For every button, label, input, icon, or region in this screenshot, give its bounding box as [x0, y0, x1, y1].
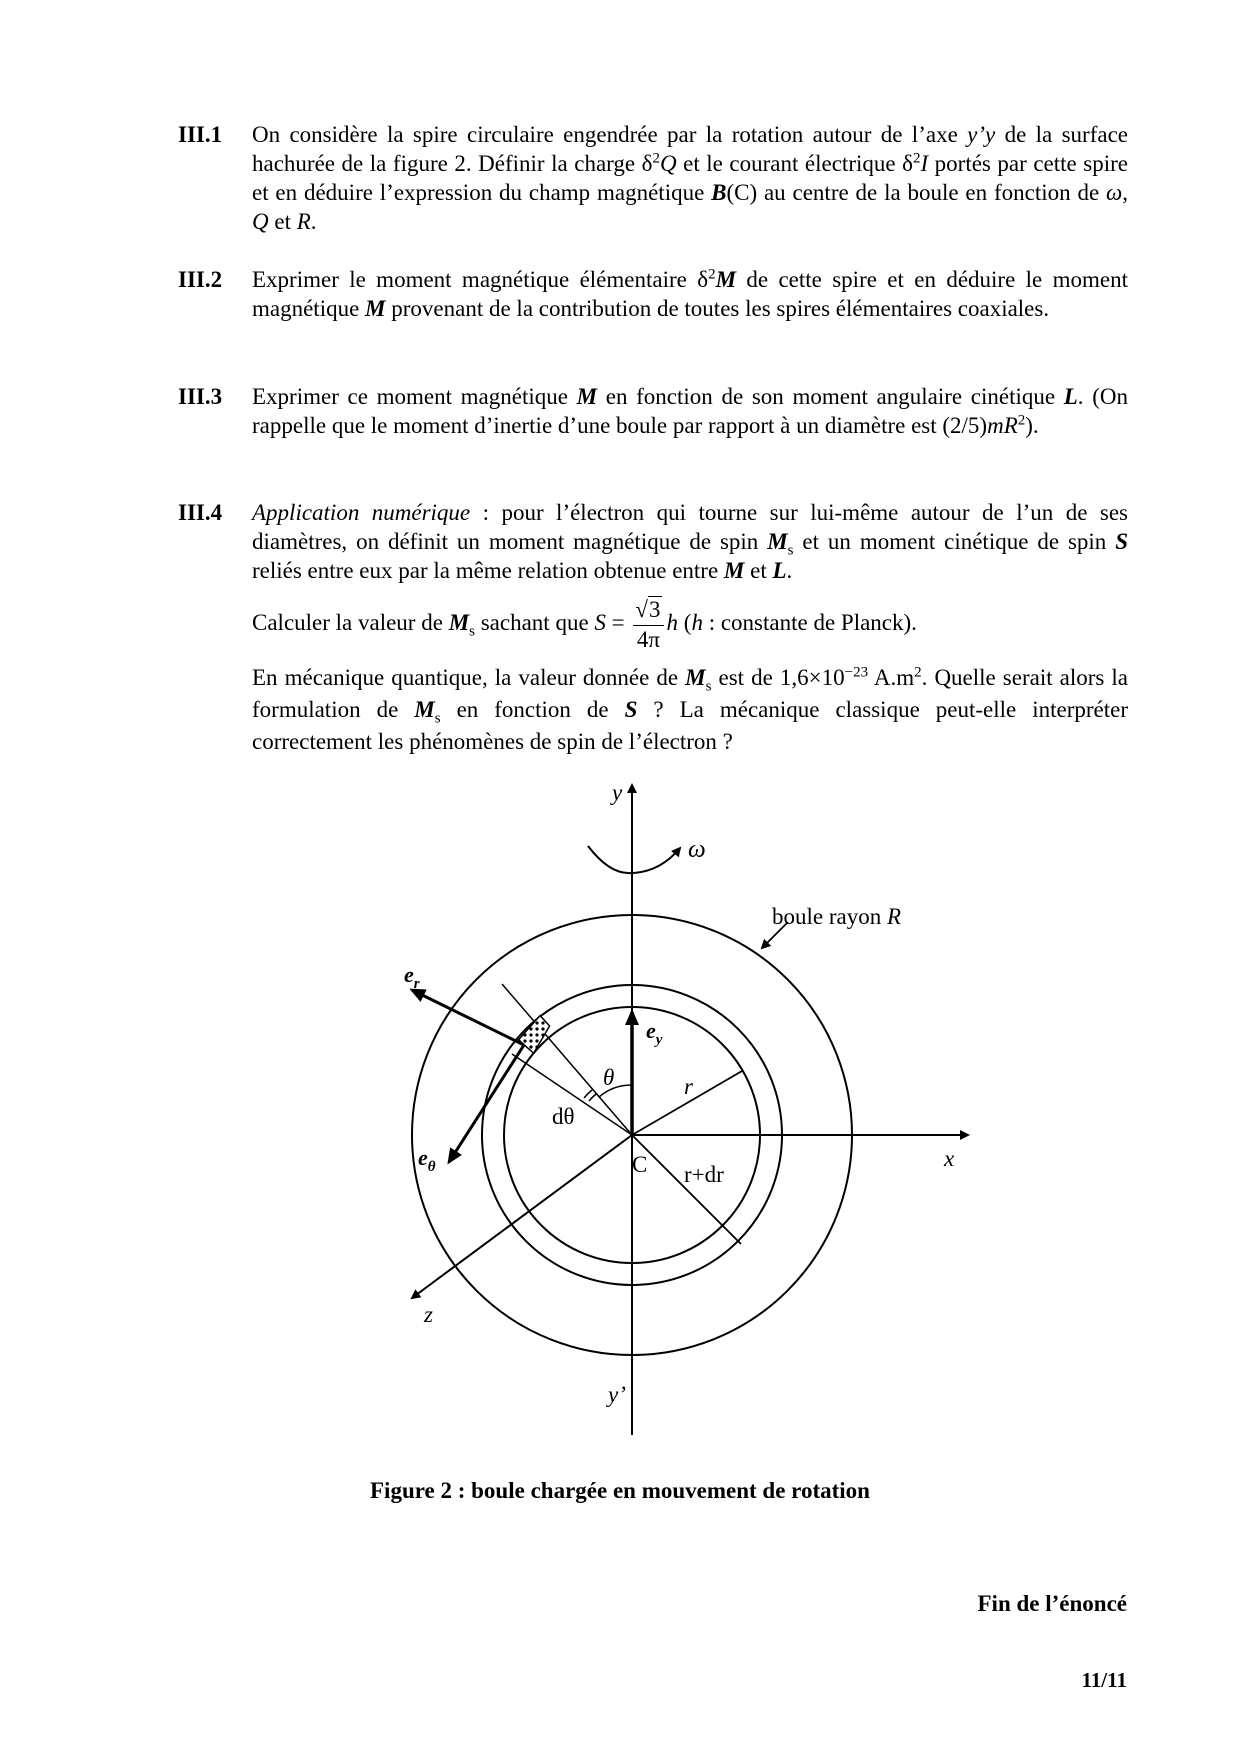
- paragraph-1: Application numérique : pour l’électron qui tourne sur lui-même autour de l’un de ses diamètres, on définit un moment magnétique de spin $M_s$ et un moment cinétique de spin S reliés entre eux par la même relation obtenue entre M et L.: [252, 500, 1128, 583]
- omega-rotation-arrow: [588, 846, 680, 873]
- page-number: 11/11: [1081, 1668, 1127, 1692]
- dtheta-arc: [589, 1094, 596, 1101]
- paragraph-3: En mécanique quantique, la valeur donnée de $M_s$ est de $1,6\times 10^{-23}$ $A.m^2$. Quelle serait alors la formulation de $M_s$ en fonction de S ? La mécanique classique peut-elle interpréter correctement les phénomènes de spin de l’électron ?: [252, 664, 1129, 754]
- question-III-2: [178, 265, 1128, 323]
- label-y: y: [612, 780, 623, 805]
- label-theta: θ: [603, 1065, 615, 1090]
- label-dtheta: dθ: [552, 1104, 575, 1129]
- label-r-plus-dr: r+dr: [684, 1162, 724, 1187]
- figure-caption: Figure 2 : boule chargée en mouvement de rotation: [370, 1478, 870, 1503]
- question-number: III.1: [178, 122, 223, 147]
- label-z: z: [424, 1302, 433, 1327]
- paragraph-2: Calculer la valeur de $M_s$ sachant que S = $\frac{√3}{4\pi}$ h (h : constante de Planck).: [252, 597, 917, 652]
- dtheta-arc-2: [584, 1090, 592, 1098]
- end-note: Fin de l’énoncé: [977, 1591, 1127, 1616]
- label-etheta: $e_\theta$: [418, 1145, 436, 1175]
- question-text: Exprimer ce moment magnétique M en fonction de son moment angulaire cinétique L. (On rappelle que le moment d’inertie d’une boule par rapport à un diamètre est $(2/5)mR^2$).: [252, 384, 1128, 438]
- radius-rdr-line: [632, 1135, 741, 1244]
- er-arrow: [412, 990, 524, 1045]
- question-text: [252, 498, 1128, 758]
- label-x: x: [944, 1146, 955, 1171]
- label-ey: $e_y$: [646, 1018, 663, 1048]
- z-axis: [412, 1135, 632, 1298]
- label-sphere-radius: boule rayon R: [772, 904, 902, 929]
- etheta-arrow: [449, 1045, 524, 1162]
- question-number: III.2: [178, 267, 223, 292]
- question-text: On considère la spire circulaire engendrée par la rotation autour de l’axe y’y de la surface hachurée de la figure 2. Définir la charge $\delta^2Q$ et le courant électrique $\delta^2I$ portés par cette spire et en déduire l’expression du champ magnétique B(C) au centre de la boule en fonction de ω, Q et R.: [252, 122, 1129, 234]
- label-omega: ω: [688, 836, 706, 863]
- figure-charged-sphere: [0, 770, 1240, 1460]
- question-number: III.4: [178, 500, 223, 525]
- label-er: $e_r$: [404, 962, 420, 992]
- label-y-prime: y’: [608, 1382, 626, 1407]
- question-number: III.3: [178, 384, 223, 409]
- question-III-4: [178, 498, 1128, 758]
- question-text: Exprimer le moment magnétique élémentaire $\delta^2M$ de cette spire et en déduire le moment magnétique M provenant de la contribution de toutes les spires élémentaires coaxiales.: [252, 266, 1129, 321]
- label-r: r: [684, 1074, 693, 1099]
- fraction: $\frac{√3}{4\pi}$: [633, 595, 663, 654]
- question-III-3: [178, 382, 1128, 440]
- label-center-C: C: [632, 1152, 648, 1177]
- question-III-1: [178, 120, 1128, 236]
